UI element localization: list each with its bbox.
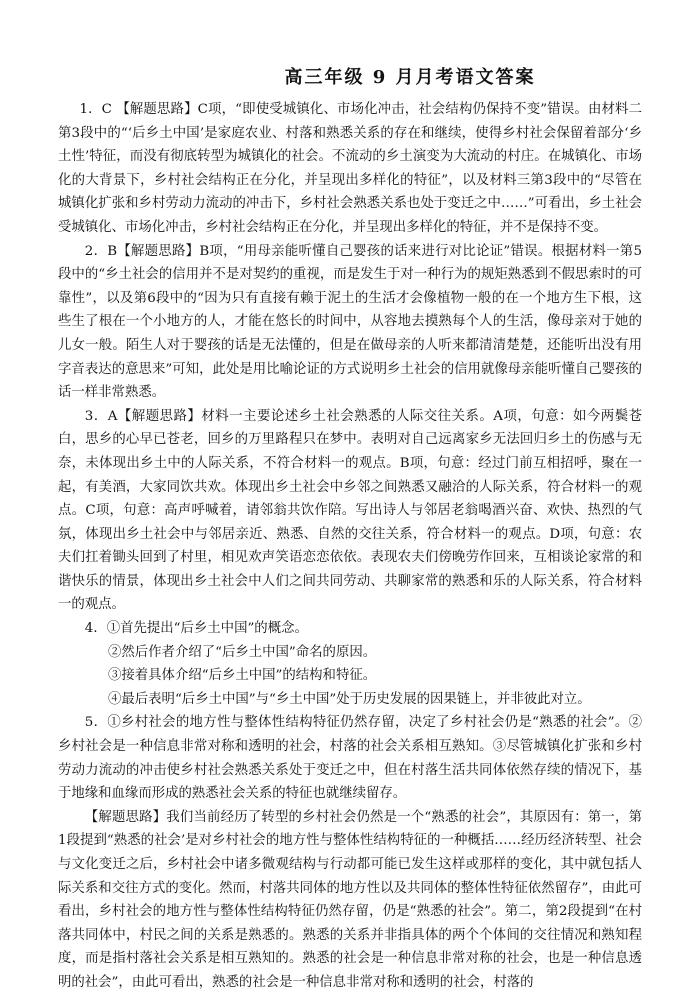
answer-3: 3．A【解题思路】材料一主要论述乡土社会熟悉的人际交往关系。A项，句意：如今两鬓苍白，思乡的心早已苍老，回乡的万里路程只在梦中。表明对自己远离家乡无法回归乡土的伤感与无奈，未体现出乡土中的人际关系，不符合材料一的观点。B项，句意：经过门前互相招呼，聚在一起，有美酒，大家同饮共欢。体现出乡土社会中乡邻之间熟悉又融洽的人际关系，符合材料一的观点。C项，句意：高声呼喊着，请邻翁共饮作陪。写出诗人与邻居老翁喝酒兴奋、欢快、热烈的气氛，体现出乡土社会中与邻居亲近、熟悉、自然的交往关系，符合材料一的观点。D项，句意：农夫们扛着锄头回到了村里，相见欢声笑语恋恋依依。表现农夫们傍晚劳作回来，互相谈论家常的和谐快乐的情景，体现出乡土社会中人们之间共同劳动、共聊家常的熟悉和乐的人际关系，符合材料一的观点。 (58, 408, 642, 613)
answer-2: 2．B【解题思路】B项，“用母亲能听懂自己婴孩的话来进行对比论证”错误。根据材料一第5段中的“乡土社会的信用并不是对契约的重视，而是发生于对一种行为的规矩熟悉到不假思索时的可靠性”，以及第6段中的“因为只有直接有赖于泥土的生活才会像植物一般的在一个地方生下根，这些生了根在一个小地方的人，才能在悠长的时间中，从容地去摸熟每个人的生活，像母亲对于她的儿女一般。陌生人对于婴孩的话是无法懂的，但是在做母亲的人听来都清清楚楚，还能听出没有用字音表达的意思来”可知，此处是用比喻论证的方式说明乡土社会的信用就像母亲能听懂自己婴孩的话一样非常熟悉。 (58, 243, 642, 401)
answer-4-item: ③接着具体介绍“后乡土中国”的结构和特征。 (108, 668, 377, 684)
answer-4-item: ④最后表明“后乡土中国”与“乡土中国”处于历史发展的因果链上，并非彼此对立。 (108, 691, 591, 707)
answer-1: 1．C 【解题思路】C项，“即使受城镇化、市场化冲击，社会结构仍保持不变”错误。由材料二第3段中的“‘后乡土中国’是家庭农业、村落和熟悉关系的存在和继续，使得乡村社会保留着部分‘乡土性’特征，而没有彻底转型为城镇化的社会。不流动的乡土演变为大流动的村庄。在城镇化、市场化的大背景下，乡村社会结构正在分化，并呈现出多样化的特征”，以及材料三第3段中的“尽管在城镇化扩张和乡村劳动力流动的冲击下，乡村社会熟悉关系也处于变迁之中……”可看出，乡土社会受城镇化、市场化冲击，乡村社会结构正在分化，并呈现出多样化的特征，并不是保持不变。 (58, 102, 642, 235)
answer-5-analysis: 【解题思路】我们当前经历了转型的乡村社会仍然是一个“熟悉的社会”，其原因有：第一，第1段提到“熟悉的社会’是对乡村社会的地方性与整体性结构特征的一种概括……经历经济转型、社会与文化变迁之后，乡村社会中诸多微观结构与行动都可能已发生这样或那样的变化，其中就包括人际关系和交往方式的变化。然而，村落共同体的地方性以及共同体的整体性特征依然留存”，由此可看出，乡村社会的地方性与整体性结构特征仍然存留，仍是“熟悉的社会”。第二，第2段提到“在村落共同体中，村民之间的关系是熟悉的。熟悉的关系并非指具体的两个个体间的交往情况和熟知程度，而是指村落社会关系是相互熟知的。熟悉的社会是一种信息非常对称的社会，也是一种信息透明的社会”，由此可看出，熟悉的社会是一种信息非常对称和透明的社会，村落的 (58, 809, 642, 990)
answer-4-item: ②然后作者介绍了“后乡土中国”命名的原因。 (108, 644, 377, 660)
page-title: 高三年级 9 月月考语文答案 (284, 67, 536, 88)
answer-4-head: 4．①首先提出“后乡土中国”的概念。 (84, 621, 308, 637)
answer-5: 5．①乡村社会的地方性与整体性结构特征仍然存留，决定了乡村社会仍是“熟悉的社会”。②乡村社会是一种信息非常对称和透明的社会，村落的社会关系相互熟知。③尽管城镇化扩张和乡村劳动力流动的冲击使乡村社会熟悉关系处于变迁之中，但在村落生活共同体依然存续的情况下，基于地缘和血缘而形成的熟悉社会关系的特征也就继续留存。 (58, 715, 642, 802)
